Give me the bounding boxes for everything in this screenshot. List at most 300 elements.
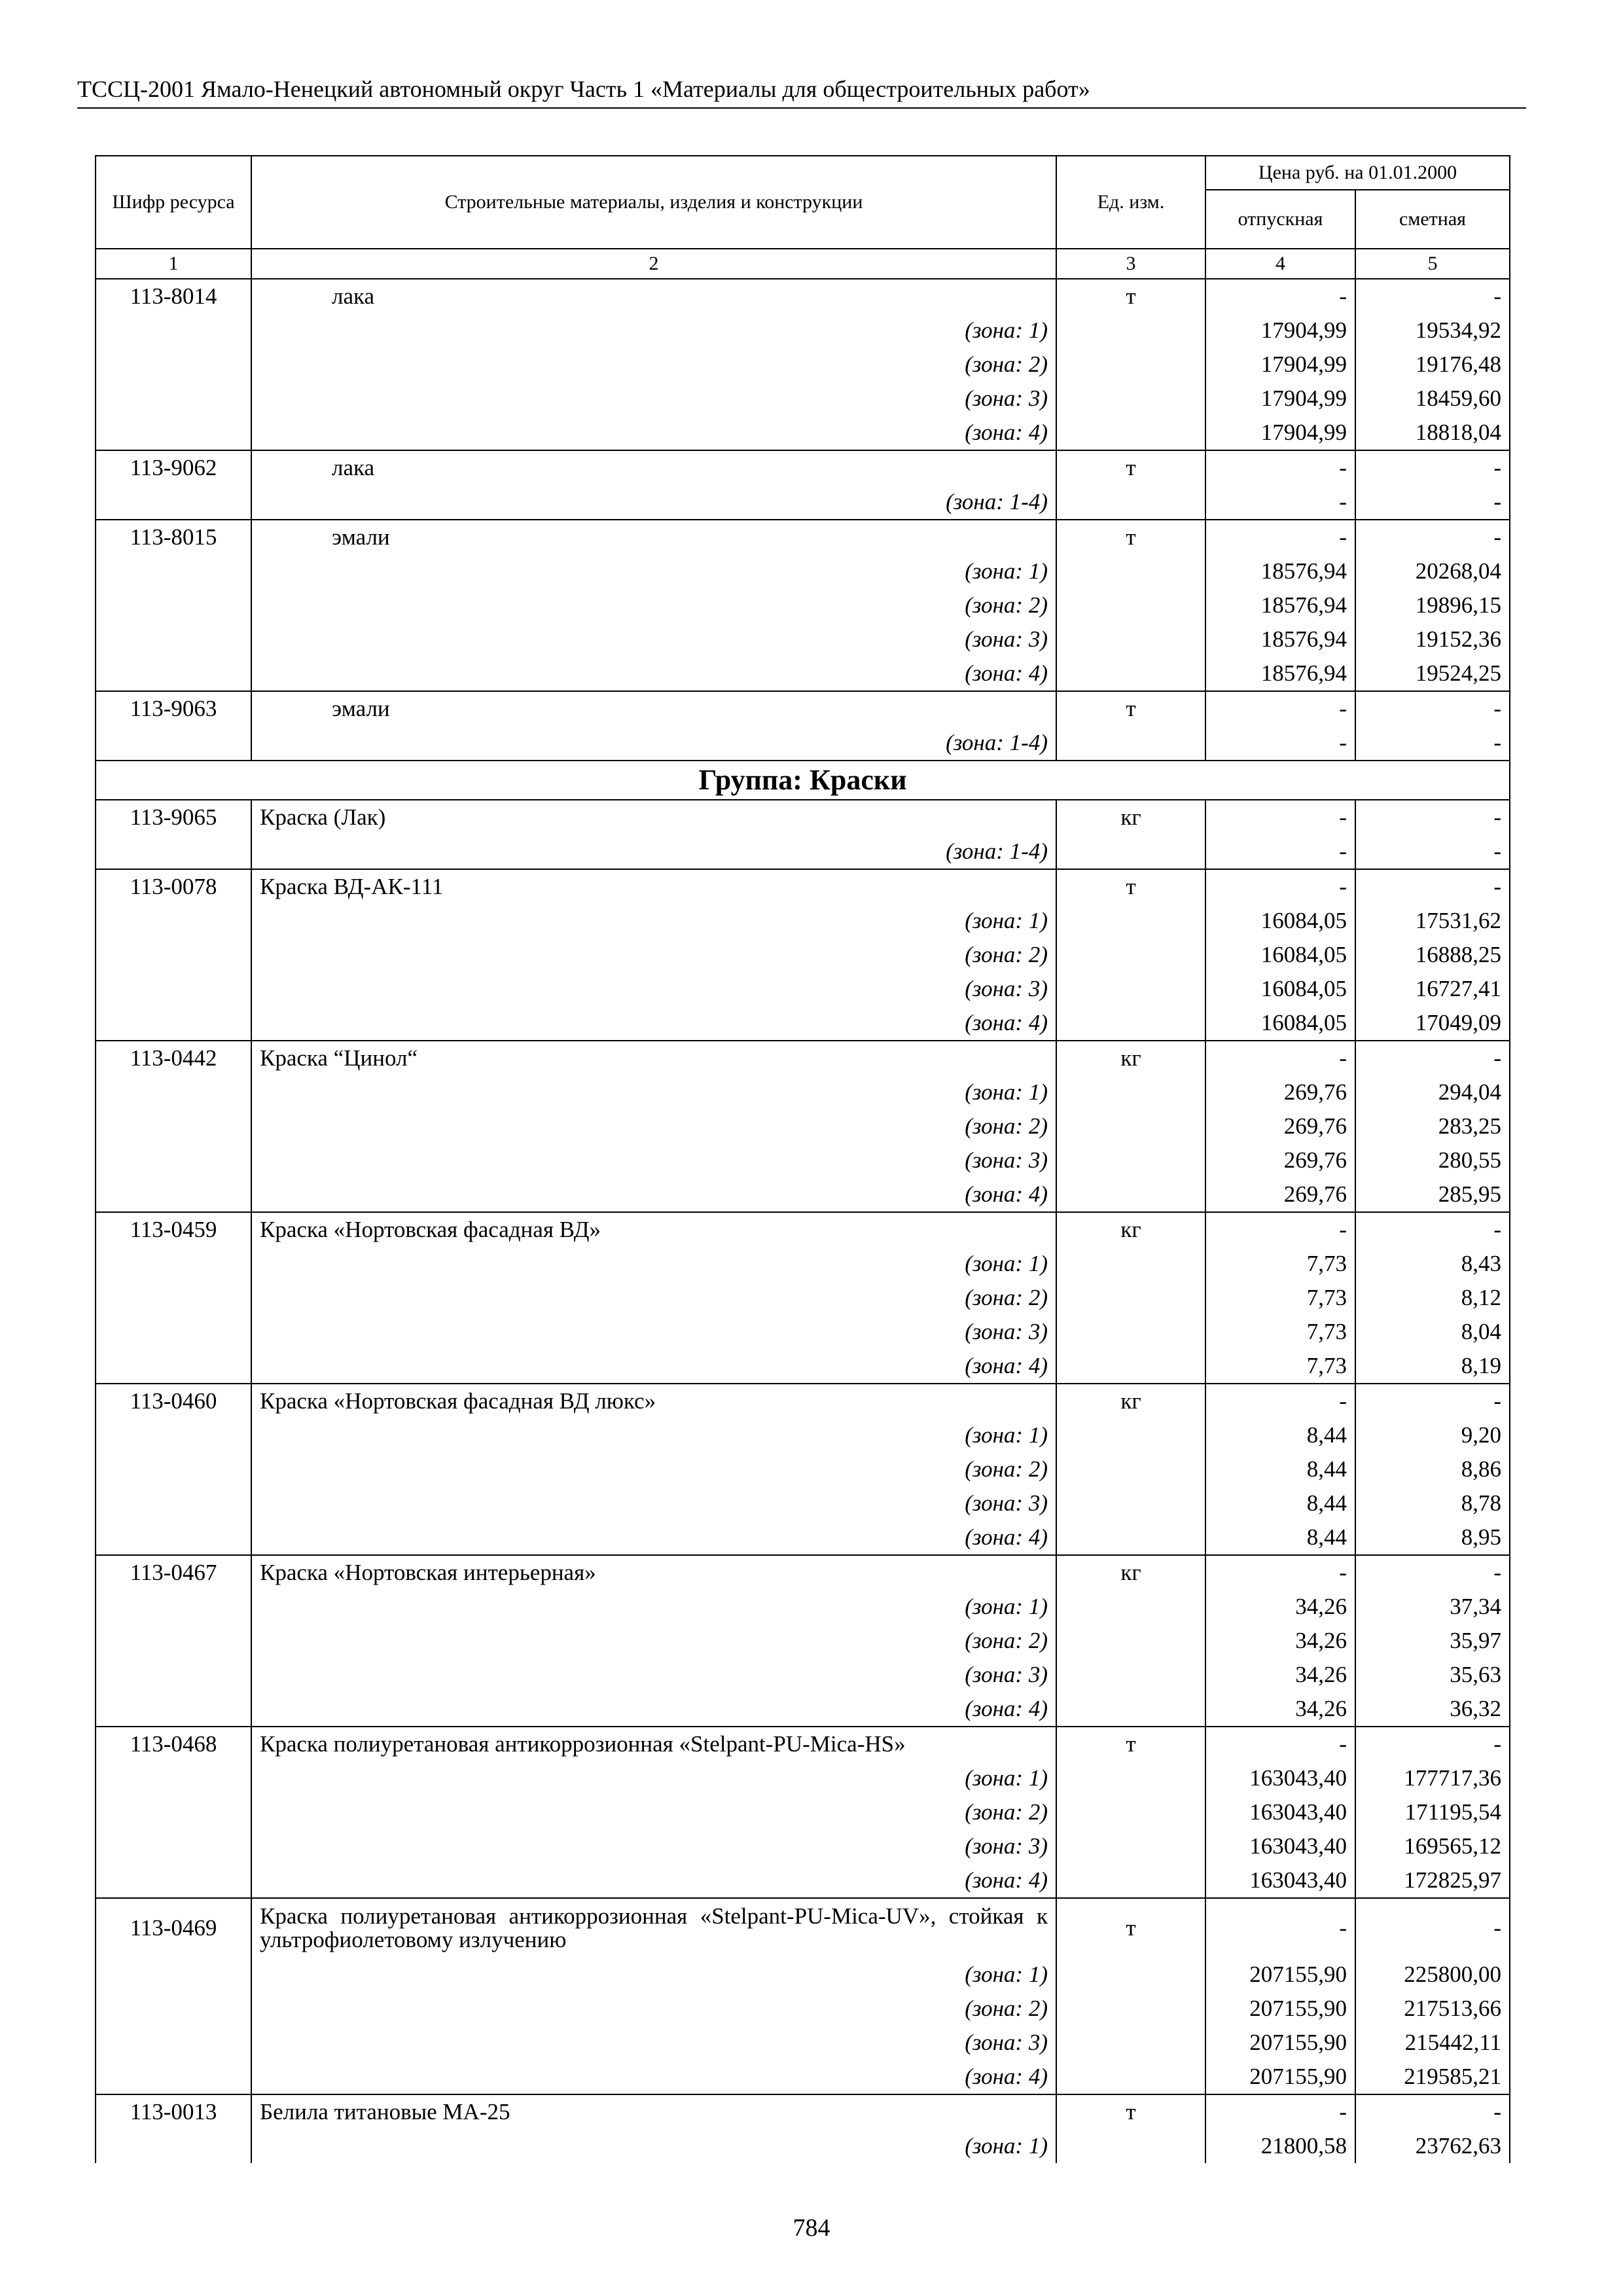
zone-price-release: 8,44 <box>1205 1418 1355 1452</box>
price-estimate: - <box>1355 1212 1510 1247</box>
price-estimate: - <box>1355 279 1510 314</box>
zone-price-release: 34,26 <box>1205 1658 1355 1692</box>
column-number: 1 <box>96 249 251 279</box>
zone-price-release: 17904,99 <box>1205 348 1355 382</box>
zone-price-release: 8,44 <box>1205 1486 1355 1520</box>
zone-label: (зона: 1) <box>251 314 1056 348</box>
zone-unit-empty <box>1056 1349 1205 1384</box>
price-estimate: - <box>1355 1041 1510 1075</box>
zone-label: (зона: 1) <box>251 1247 1056 1281</box>
resource-name: эмали <box>251 520 1056 554</box>
zone-unit-empty <box>1056 1486 1205 1520</box>
price-estimate: - <box>1355 2094 1510 2129</box>
resource-row <box>96 1041 1510 1075</box>
zone-code-empty <box>96 382 251 416</box>
zone-unit-empty <box>1056 1143 1205 1177</box>
zone-price-estimate: 19534,92 <box>1355 314 1510 348</box>
column-header-code: Шифр ресурса <box>96 156 251 249</box>
zone-label: (зона: 4) <box>251 1520 1056 1555</box>
zone-row <box>96 1109 1510 1143</box>
resource-name: Краска ВД-АК-111 <box>251 869 1056 904</box>
zone-price-estimate: 217513,66 <box>1355 1992 1510 2026</box>
zone-row <box>96 1624 1510 1658</box>
zone-row <box>96 1247 1510 1281</box>
zone-price-estimate: 37,34 <box>1355 1590 1510 1624</box>
column-number: 4 <box>1205 249 1355 279</box>
zone-price-estimate: 19524,25 <box>1355 656 1510 691</box>
column-number: 3 <box>1056 249 1205 279</box>
zone-row <box>96 485 1510 520</box>
zone-code-empty <box>96 1247 251 1281</box>
zone-price-release: 163043,40 <box>1205 1795 1355 1829</box>
resource-unit: т <box>1056 1898 1205 1958</box>
zone-price-estimate: - <box>1355 726 1510 761</box>
resource-code: 113-9063 <box>96 691 251 726</box>
resource-code: 113-0467 <box>96 1555 251 1590</box>
price-table <box>95 155 1510 2163</box>
zone-code-empty <box>96 1109 251 1143</box>
zone-price-estimate: 36,32 <box>1355 1692 1510 1727</box>
price-release: - <box>1205 1555 1355 1590</box>
zone-unit-empty <box>1056 314 1205 348</box>
zone-label: (зона: 3) <box>251 1143 1056 1177</box>
zone-price-release: 16084,05 <box>1205 904 1355 938</box>
zone-code-empty <box>96 726 251 761</box>
resource-code: 113-0459 <box>96 1212 251 1247</box>
zone-unit-empty <box>1056 1315 1205 1349</box>
zone-code-empty <box>96 2129 251 2163</box>
zone-row <box>96 2129 1510 2163</box>
zone-code-empty <box>96 1486 251 1520</box>
zone-price-estimate: 171195,54 <box>1355 1795 1510 1829</box>
zone-price-estimate: 294,04 <box>1355 1075 1510 1109</box>
zone-price-estimate: 18818,04 <box>1355 416 1510 450</box>
zone-price-estimate: 8,78 <box>1355 1486 1510 1520</box>
price-release: - <box>1205 450 1355 485</box>
zone-label: (зона: 4) <box>251 1863 1056 1898</box>
zone-label: (зона: 3) <box>251 1486 1056 1520</box>
price-estimate: - <box>1355 869 1510 904</box>
resource-unit: т <box>1056 691 1205 726</box>
resource-row <box>96 691 1510 726</box>
zone-unit-empty <box>1056 1520 1205 1555</box>
resource-name: лака <box>251 450 1056 485</box>
zone-label: (зона: 1-4) <box>251 485 1056 520</box>
resource-name: эмали <box>251 691 1056 726</box>
zone-unit-empty <box>1056 416 1205 450</box>
resource-row <box>96 1898 1510 1958</box>
price-release: - <box>1205 2094 1355 2129</box>
zone-row <box>96 348 1510 382</box>
zone-unit-empty <box>1056 904 1205 938</box>
zone-price-estimate: 19176,48 <box>1355 348 1510 382</box>
column-header-estimate: сметная <box>1355 190 1510 249</box>
zone-price-release: 7,73 <box>1205 1247 1355 1281</box>
zone-price-release: 21800,58 <box>1205 2129 1355 2163</box>
resource-unit: т <box>1056 520 1205 554</box>
resource-code: 113-0442 <box>96 1041 251 1075</box>
zone-code-empty <box>96 1590 251 1624</box>
zone-row <box>96 554 1510 588</box>
resource-name: Краска (Лак) <box>251 800 1056 834</box>
zone-row <box>96 1590 1510 1624</box>
zone-price-release: 18576,94 <box>1205 656 1355 691</box>
zone-label: (зона: 1) <box>251 1958 1056 1992</box>
group-title: Группа: Краски <box>96 761 1510 800</box>
zone-unit-empty <box>1056 1075 1205 1109</box>
zone-row <box>96 1006 1510 1041</box>
price-estimate: - <box>1355 520 1510 554</box>
zone-price-release: - <box>1205 834 1355 869</box>
zone-price-release: 18576,94 <box>1205 588 1355 622</box>
zone-label: (зона: 3) <box>251 1658 1056 1692</box>
zone-price-release: 17904,99 <box>1205 314 1355 348</box>
resource-unit: кг <box>1056 800 1205 834</box>
resource-code: 113-0460 <box>96 1384 251 1418</box>
zone-unit-empty <box>1056 1761 1205 1795</box>
zone-code-empty <box>96 314 251 348</box>
zone-unit-empty <box>1056 1109 1205 1143</box>
resource-row <box>96 800 1510 834</box>
zone-price-estimate: 219585,21 <box>1355 2060 1510 2094</box>
zone-unit-empty <box>1056 1658 1205 1692</box>
zone-price-estimate: 17049,09 <box>1355 1006 1510 1041</box>
price-estimate: - <box>1355 800 1510 834</box>
zone-code-empty <box>96 834 251 869</box>
resource-unit: т <box>1056 279 1205 314</box>
zone-row <box>96 1692 1510 1727</box>
resource-name: Краска “Цинол“ <box>251 1041 1056 1075</box>
zone-row <box>96 1486 1510 1520</box>
zone-row <box>96 1658 1510 1692</box>
zone-label: (зона: 2) <box>251 938 1056 972</box>
price-release: - <box>1205 800 1355 834</box>
resource-unit: кг <box>1056 1555 1205 1590</box>
price-estimate: - <box>1355 691 1510 726</box>
zone-label: (зона: 4) <box>251 1006 1056 1041</box>
zone-row <box>96 382 1510 416</box>
running-header: ТССЦ-2001 Ямало-Ненецкий автономный округ Часть 1 «Материалы для общестроительных работ» <box>77 73 1526 109</box>
zone-label: (зона: 3) <box>251 972 1056 1006</box>
price-release: - <box>1205 1041 1355 1075</box>
price-release: - <box>1205 1384 1355 1418</box>
zone-price-release: 18576,94 <box>1205 554 1355 588</box>
zone-unit-empty <box>1056 1624 1205 1658</box>
zone-label: (зона: 3) <box>251 1315 1056 1349</box>
zone-label: (зона: 3) <box>251 622 1056 656</box>
zone-unit-empty <box>1056 834 1205 869</box>
zone-price-release: 34,26 <box>1205 1624 1355 1658</box>
zone-row <box>96 904 1510 938</box>
resource-code: 113-8015 <box>96 520 251 554</box>
resource-name: лака <box>251 279 1056 314</box>
resource-code: 113-0013 <box>96 2094 251 2129</box>
resource-row <box>96 520 1510 554</box>
price-estimate: - <box>1355 450 1510 485</box>
zone-price-release: 8,44 <box>1205 1452 1355 1486</box>
zone-label: (зона: 1-4) <box>251 834 1056 869</box>
zone-unit-empty <box>1056 1006 1205 1041</box>
zone-row <box>96 1349 1510 1384</box>
zone-row <box>96 1143 1510 1177</box>
zone-code-empty <box>96 588 251 622</box>
zone-price-estimate: 16888,25 <box>1355 938 1510 972</box>
zone-price-release: 269,76 <box>1205 1143 1355 1177</box>
zone-price-estimate: 225800,00 <box>1355 1958 1510 1992</box>
zone-code-empty <box>96 2026 251 2060</box>
zone-code-empty <box>96 1315 251 1349</box>
zone-price-release: 16084,05 <box>1205 1006 1355 1041</box>
zone-unit-empty <box>1056 1958 1205 1992</box>
zone-price-estimate: 172825,97 <box>1355 1863 1510 1898</box>
zone-code-empty <box>96 1795 251 1829</box>
zone-price-estimate: 35,63 <box>1355 1658 1510 1692</box>
resource-name: Краска «Нортовская фасадная ВД люкс» <box>251 1384 1056 1418</box>
resource-row <box>96 279 1510 314</box>
zone-label: (зона: 2) <box>251 1795 1056 1829</box>
price-estimate: - <box>1355 1384 1510 1418</box>
zone-label: (зона: 1) <box>251 1590 1056 1624</box>
zone-label: (зона: 4) <box>251 1349 1056 1384</box>
resource-row <box>96 1384 1510 1418</box>
zone-price-estimate: 9,20 <box>1355 1418 1510 1452</box>
zone-price-release: 207155,90 <box>1205 2026 1355 2060</box>
zone-unit-empty <box>1056 656 1205 691</box>
zone-price-estimate: 8,12 <box>1355 1281 1510 1315</box>
zone-row <box>96 834 1510 869</box>
zone-label: (зона: 2) <box>251 1281 1056 1315</box>
zone-code-empty <box>96 2060 251 2094</box>
zone-price-estimate: 35,97 <box>1355 1624 1510 1658</box>
zone-unit-empty <box>1056 1590 1205 1624</box>
zone-row <box>96 1992 1510 2026</box>
column-header-unit: Ед. изм. <box>1056 156 1205 249</box>
zone-price-estimate: 280,55 <box>1355 1143 1510 1177</box>
zone-price-estimate: 169565,12 <box>1355 1829 1510 1863</box>
resource-name: Краска «Нортовская фасадная ВД» <box>251 1212 1056 1247</box>
resource-row <box>96 1212 1510 1247</box>
zone-code-empty <box>96 348 251 382</box>
zone-label: (зона: 1) <box>251 1761 1056 1795</box>
zone-label: (зона: 1) <box>251 1418 1056 1452</box>
zone-price-release: 17904,99 <box>1205 416 1355 450</box>
zone-price-release: 163043,40 <box>1205 1761 1355 1795</box>
zone-price-estimate: 215442,11 <box>1355 2026 1510 2060</box>
resource-unit: кг <box>1056 1041 1205 1075</box>
price-estimate: - <box>1355 1555 1510 1590</box>
zone-label: (зона: 2) <box>251 1109 1056 1143</box>
zone-label: (зона: 3) <box>251 1829 1056 1863</box>
zone-unit-empty <box>1056 726 1205 761</box>
zone-label: (зона: 2) <box>251 1624 1056 1658</box>
zone-unit-empty <box>1056 588 1205 622</box>
column-header-release: отпускная <box>1205 190 1355 249</box>
zone-price-estimate: 19152,36 <box>1355 622 1510 656</box>
zone-price-release: 163043,40 <box>1205 1829 1355 1863</box>
resource-row <box>96 450 1510 485</box>
zone-price-release: 163043,40 <box>1205 1863 1355 1898</box>
zone-unit-empty <box>1056 1452 1205 1486</box>
zone-price-release: 269,76 <box>1205 1177 1355 1212</box>
zone-row <box>96 1177 1510 1212</box>
zone-price-estimate: - <box>1355 485 1510 520</box>
zone-label: (зона: 4) <box>251 416 1056 450</box>
zone-row <box>96 1795 1510 1829</box>
column-header-name: Строительные материалы, изделия и конструкции <box>251 156 1056 249</box>
zone-price-estimate: 16727,41 <box>1355 972 1510 1006</box>
zone-price-release: 18576,94 <box>1205 622 1355 656</box>
zone-label: (зона: 4) <box>251 1692 1056 1727</box>
zone-code-empty <box>96 1281 251 1315</box>
resource-row <box>96 2094 1510 2129</box>
resource-name: Краска полиуретановая антикоррозионная «Stelpant-PU-Mica-UV», стойкая к ультрофиолетовому излучению <box>251 1898 1056 1958</box>
price-release: - <box>1205 520 1355 554</box>
zone-row <box>96 1075 1510 1109</box>
zone-label: (зона: 3) <box>251 2026 1056 2060</box>
price-release: - <box>1205 1212 1355 1247</box>
zone-label: (зона: 3) <box>251 382 1056 416</box>
zone-code-empty <box>96 1992 251 2026</box>
zone-price-estimate: 8,04 <box>1355 1315 1510 1349</box>
zone-code-empty <box>96 1177 251 1212</box>
zone-unit-empty <box>1056 485 1205 520</box>
zone-code-empty <box>96 1418 251 1452</box>
zone-unit-empty <box>1056 1177 1205 1212</box>
zone-price-release: 16084,05 <box>1205 938 1355 972</box>
zone-row <box>96 1520 1510 1555</box>
zone-price-estimate: 283,25 <box>1355 1109 1510 1143</box>
price-release: - <box>1205 279 1355 314</box>
table-header-row-1 <box>96 156 1510 190</box>
zone-price-estimate: 285,95 <box>1355 1177 1510 1212</box>
resource-code: 113-9062 <box>96 450 251 485</box>
zone-row <box>96 2026 1510 2060</box>
zone-code-empty <box>96 1829 251 1863</box>
column-number: 2 <box>251 249 1056 279</box>
zone-code-empty <box>96 1520 251 1555</box>
zone-row <box>96 972 1510 1006</box>
zone-price-release: - <box>1205 485 1355 520</box>
price-release: - <box>1205 1898 1355 1958</box>
resource-unit: кг <box>1056 1212 1205 1247</box>
zone-row <box>96 1829 1510 1863</box>
zone-code-empty <box>96 1349 251 1384</box>
zone-unit-empty <box>1056 1795 1205 1829</box>
zone-price-estimate: 19896,15 <box>1355 588 1510 622</box>
zone-row <box>96 314 1510 348</box>
zone-label: (зона: 4) <box>251 2060 1056 2094</box>
column-number: 5 <box>1355 249 1510 279</box>
price-estimate: - <box>1355 1898 1510 1958</box>
price-release: - <box>1205 1727 1355 1761</box>
resource-name: Краска полиуретановая антикоррозионная «Stelpant-PU-Mica-HS» <box>251 1727 1056 1761</box>
zone-code-empty <box>96 1658 251 1692</box>
zone-price-release: 7,73 <box>1205 1315 1355 1349</box>
zone-code-empty <box>96 1006 251 1041</box>
zone-label: (зона: 2) <box>251 348 1056 382</box>
zone-code-empty <box>96 485 251 520</box>
zone-label: (зона: 2) <box>251 588 1056 622</box>
zone-row <box>96 1958 1510 1992</box>
price-release: - <box>1205 691 1355 726</box>
zone-unit-empty <box>1056 2129 1205 2163</box>
resource-code: 113-0469 <box>96 1898 251 1958</box>
resource-name: Белила титановые МА-25 <box>251 2094 1056 2129</box>
zone-unit-empty <box>1056 1863 1205 1898</box>
zone-code-empty <box>96 1761 251 1795</box>
zone-row <box>96 588 1510 622</box>
zone-row <box>96 1418 1510 1452</box>
resource-code: 113-9065 <box>96 800 251 834</box>
zone-unit-empty <box>1056 2026 1205 2060</box>
zone-row <box>96 938 1510 972</box>
resource-unit: т <box>1056 2094 1205 2129</box>
zone-price-estimate: 8,95 <box>1355 1520 1510 1555</box>
zone-row <box>96 416 1510 450</box>
zone-label: (зона: 1-4) <box>251 726 1056 761</box>
zone-label: (зона: 1) <box>251 554 1056 588</box>
resource-row <box>96 869 1510 904</box>
zone-row <box>96 2060 1510 2094</box>
zone-price-release: 16084,05 <box>1205 972 1355 1006</box>
zone-price-release: 7,73 <box>1205 1349 1355 1384</box>
zone-code-empty <box>96 416 251 450</box>
zone-code-empty <box>96 904 251 938</box>
zone-label: (зона: 2) <box>251 1992 1056 2026</box>
resource-unit: т <box>1056 450 1205 485</box>
group-row <box>96 761 1510 800</box>
zone-price-estimate: 20268,04 <box>1355 554 1510 588</box>
zone-unit-empty <box>1056 1992 1205 2026</box>
zone-code-empty <box>96 1958 251 1992</box>
zone-unit-empty <box>1056 554 1205 588</box>
zone-row <box>96 1863 1510 1898</box>
zone-code-empty <box>96 972 251 1006</box>
zone-row <box>96 1315 1510 1349</box>
zone-price-release: 17904,99 <box>1205 382 1355 416</box>
resource-row <box>96 1555 1510 1590</box>
zone-unit-empty <box>1056 1829 1205 1863</box>
resource-unit: кг <box>1056 1384 1205 1418</box>
resource-name: Краска «Нортовская интерьерная» <box>251 1555 1056 1590</box>
zone-code-empty <box>96 1143 251 1177</box>
zone-price-release: 269,76 <box>1205 1075 1355 1109</box>
zone-code-empty <box>96 1075 251 1109</box>
resource-unit: т <box>1056 1727 1205 1761</box>
zone-price-estimate: 8,86 <box>1355 1452 1510 1486</box>
zone-code-empty <box>96 1863 251 1898</box>
price-release: - <box>1205 869 1355 904</box>
zone-unit-empty <box>1056 348 1205 382</box>
zone-row <box>96 1761 1510 1795</box>
zone-row <box>96 1452 1510 1486</box>
zone-unit-empty <box>1056 1692 1205 1727</box>
zone-code-empty <box>96 622 251 656</box>
zone-price-estimate: 18459,60 <box>1355 382 1510 416</box>
resource-code: 113-8014 <box>96 279 251 314</box>
zone-price-release: 207155,90 <box>1205 2060 1355 2094</box>
zone-code-empty <box>96 554 251 588</box>
resource-unit: т <box>1056 869 1205 904</box>
zone-price-estimate: 8,19 <box>1355 1349 1510 1384</box>
zone-unit-empty <box>1056 972 1205 1006</box>
zone-unit-empty <box>1056 622 1205 656</box>
resource-row <box>96 1727 1510 1761</box>
zone-price-estimate: 177717,36 <box>1355 1761 1510 1795</box>
zone-price-estimate: 8,43 <box>1355 1247 1510 1281</box>
zone-price-release: 34,26 <box>1205 1590 1355 1624</box>
zone-price-release: 269,76 <box>1205 1109 1355 1143</box>
